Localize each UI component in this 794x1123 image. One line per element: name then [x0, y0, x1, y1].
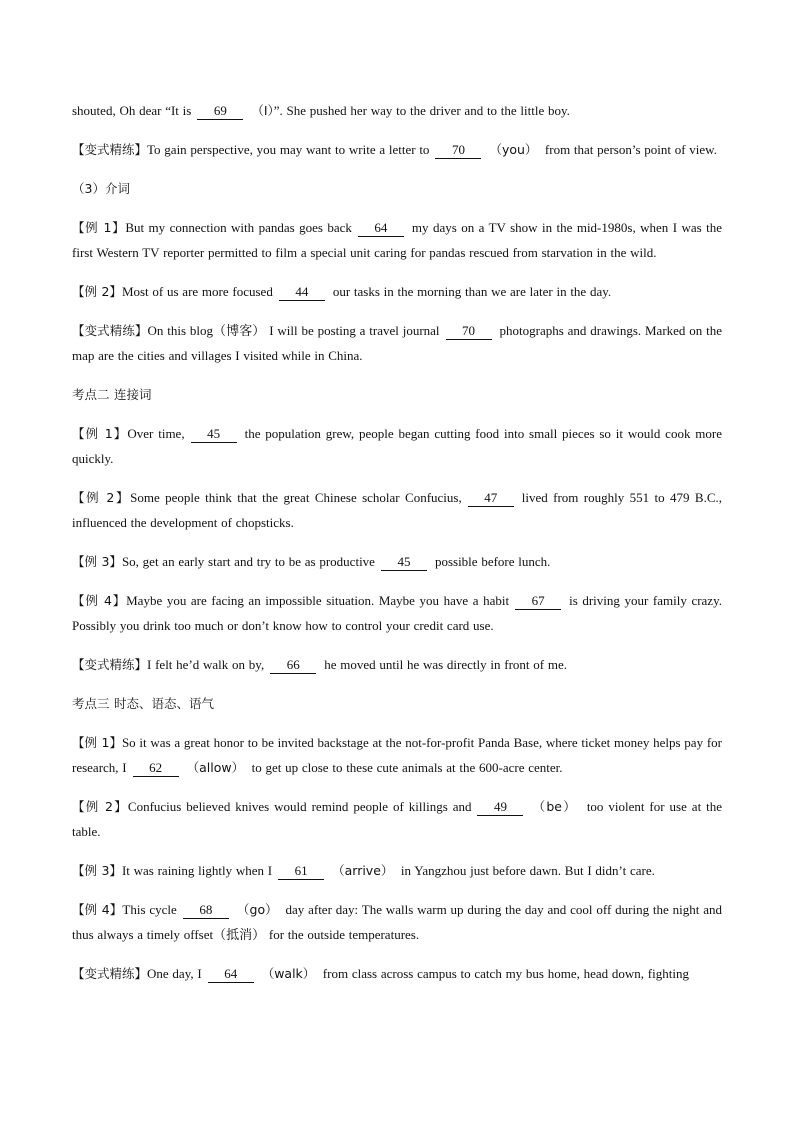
paragraph-text: So it was a great honor to be invited backstage at the not-for-profit Panda Base, where ticket money helps pay for research, I	[72, 735, 722, 775]
paragraph	[72, 318, 722, 368]
exercise-tag: 【例 3】	[72, 554, 122, 569]
answer-blank: 45	[191, 426, 237, 443]
exercise-tag: 【变式精练】	[72, 323, 148, 338]
exercise-tag: 【例 4】	[72, 593, 127, 608]
answer-blank: 47	[468, 490, 514, 507]
paragraph-text: my days on a TV show in the mid-1980s, when I was the first Western TV reporter permitted to film a special unit caring for pandas rescued from starvation in the wild.	[72, 220, 722, 260]
answer-blank: 68	[183, 902, 229, 919]
paragraph	[72, 279, 722, 304]
exercise-tag: 【例 2】	[72, 284, 122, 299]
paragraph-text: is driving your family crazy. Possibly you drink too much or don’t know how to control your credit card use.	[72, 593, 722, 633]
exercise-tag: 【例 2】	[72, 799, 128, 814]
exercise-tag: 【例 2】	[72, 490, 131, 505]
word-hint: （you）	[489, 142, 538, 157]
exercise-tag: 【例 1】	[72, 426, 128, 441]
word-hint: （allow）	[186, 760, 245, 775]
section-heading: （3）介词	[72, 181, 130, 196]
paragraph	[72, 588, 722, 638]
word-hint: （walk）	[261, 966, 316, 981]
paragraph-text: from class across campus to catch my bus home, head down, fighting	[322, 966, 689, 981]
paragraph-text: So, get an early start and try to be as productive	[121, 554, 375, 569]
answer-blank: 45	[381, 554, 427, 571]
paragraph-text: our tasks in the morning than we are later in the day.	[332, 284, 612, 299]
paragraph-text: Maybe you are facing an impossible situation. Maybe you have a habit	[126, 593, 510, 608]
section-heading: 考点三 时态、语态、语气	[72, 696, 214, 711]
paragraph-text: It was raining lightly when I	[121, 863, 273, 878]
paragraph-text: shouted, Oh dear “It is	[72, 103, 192, 118]
paragraph-text: possible before lunch.	[434, 554, 551, 569]
exercise-tag: 【例 1】	[72, 735, 122, 750]
paragraph-text: But my connection with pandas goes back	[125, 220, 352, 235]
paragraph-text: to get up close to these cute animals at the 600-acre center.	[251, 760, 563, 775]
paragraph-text: the population grew, people began cutting food into small pieces so it would cook more quickly.	[72, 426, 722, 466]
paragraph	[72, 794, 722, 844]
section-heading: 考点二 连接词	[72, 387, 152, 402]
paragraph	[72, 858, 722, 883]
paragraph	[72, 652, 722, 677]
paragraph-text: Some people think that the great Chinese scholar Confucius,	[130, 490, 462, 505]
paragraph-text: Over time,	[127, 426, 185, 441]
paragraph-text: lived from roughly 551 to 479 B.C., influenced the development of chopsticks.	[72, 490, 722, 530]
word-hint: （go）	[236, 902, 278, 917]
paragraph-text: To gain perspective, you may want to write a letter to	[147, 142, 430, 157]
paragraph-text: day after day: The walls warm up during the day and cool off during the night and thus always a timely offset（抵消） for the outside temperatures.	[72, 902, 722, 942]
paragraph-text: photographs and drawings. Marked on the map are the cities and villages I visited while in China.	[72, 323, 722, 363]
paragraph	[72, 98, 722, 123]
document-page	[72, 98, 722, 1000]
paragraph-text: On this blog（博客） I will be posting a travel journal	[147, 323, 440, 338]
word-hint: （arrive）	[332, 863, 394, 878]
paragraph	[72, 137, 722, 162]
paragraph-text: he moved until he was directly in front of me.	[324, 657, 567, 672]
paragraph-text: ”. She pushed her way to the driver and to the little boy.	[273, 103, 570, 118]
exercise-tag: 【变式精练】	[72, 142, 148, 157]
word-hint: （be）	[531, 799, 577, 814]
paragraph	[72, 421, 722, 471]
answer-blank: 70	[435, 142, 481, 159]
exercise-tag: 【变式精练】	[72, 657, 148, 672]
paragraph	[72, 549, 722, 574]
answer-blank: 66	[270, 657, 316, 674]
paragraph-text: This cycle	[122, 902, 177, 917]
answer-blank: 61	[278, 863, 324, 880]
answer-blank: 44	[279, 284, 325, 301]
paragraph-text: Most of us are more focused	[121, 284, 273, 299]
paragraph-text: Confucius believed knives would remind people of killings and	[127, 799, 472, 814]
exercise-tag: 【变式精练】	[72, 966, 148, 981]
paragraph	[72, 897, 722, 947]
answer-blank: 69	[197, 103, 243, 120]
answer-blank: 62	[133, 760, 179, 777]
paragraph-text: from that person’s point of view.	[544, 142, 717, 157]
exercise-tag: 【例 1】	[72, 220, 126, 235]
answer-blank: 64	[208, 966, 254, 983]
answer-blank: 70	[446, 323, 492, 340]
paragraph	[72, 215, 722, 265]
answer-blank: 49	[477, 799, 523, 816]
exercise-tag: 【例 4】	[72, 902, 123, 917]
paragraph-text: in Yangzhou just before dawn. But I didn’t care.	[400, 863, 655, 878]
paragraph-text: One day, I	[147, 966, 202, 981]
paragraph	[72, 961, 722, 986]
answer-blank: 67	[515, 593, 561, 610]
paragraph-text: I felt he’d walk on by,	[147, 657, 265, 672]
exercise-tag: 【例 3】	[72, 863, 122, 878]
paragraph	[72, 730, 722, 780]
paragraph-text: too violent for use at the table.	[72, 799, 723, 839]
answer-blank: 64	[358, 220, 404, 237]
paragraph	[72, 485, 722, 535]
word-hint: （I）	[251, 103, 274, 118]
